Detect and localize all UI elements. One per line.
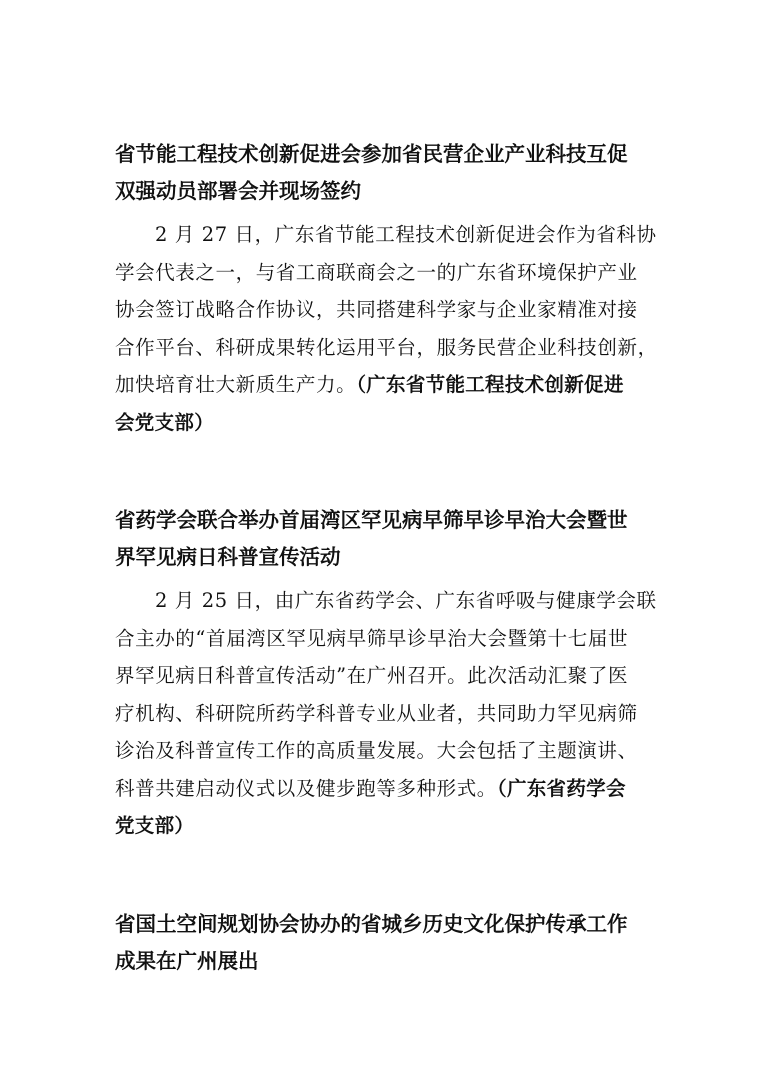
- article-1-body-line: 学会代表之一，与省工商联商会之一的广东省环境保护产业: [115, 260, 638, 284]
- article-1-body-line: [115, 366, 665, 404]
- article-2-body-line: 合主办的“首届湾区罕见病早筛早诊早治大会暨第十七届世: [115, 626, 629, 650]
- article-2-body-line: [115, 770, 665, 808]
- article-1-body-text: 加快培育壮大新质生产力。: [115, 373, 357, 396]
- article-2-body-text: 科普共建启动仪式以及健步跑等多种形式。: [115, 776, 497, 800]
- article-2-title-line: 界罕见病日科普宣传活动: [115, 545, 341, 569]
- article-1-source: （广东省节能工程技术创新促进: [356, 373, 624, 396]
- article-2-source: （广东省药学会: [496, 776, 626, 800]
- article-2-source-line: 党支部）: [115, 814, 195, 837]
- article-3-title: [115, 906, 660, 980]
- article-1-body: [115, 216, 665, 441]
- article-3-title-line: 省国土空间规划协会协办的省城乡历史文化保护传承工作: [115, 912, 628, 936]
- article-2-body-line: 诊治及科普宣传工作的高质量发展。大会包括了主题演讲、: [115, 739, 638, 762]
- article-1-title-line: 省节能工程技术创新促进会参加省民营企业产业科技互促: [115, 142, 628, 166]
- article-1-source-line: 会党支部）: [115, 410, 215, 434]
- article-2-body-line: 2 月 25 日，由广东省药学会、广东省呼吸与健康学会联: [155, 589, 657, 612]
- article-1-body-line: 合作平台、科研成果转化运用平台，服务民营企业科技创新，: [115, 335, 658, 359]
- article-2-body-line: 疗机构、科研院所药学科普专业从业者，共同助力罕见病筛: [115, 701, 638, 725]
- article-1-body-line: 协会签订战略合作协议，共同搭建科学家与企业家精准对接: [115, 298, 638, 321]
- article-3-title-line: 成果在广州展出: [115, 949, 259, 973]
- article-2-body-line: 界罕见病日科普宣传活动”在广州召开。此次活动汇聚了医: [115, 664, 629, 687]
- article-2-body: [115, 582, 665, 845]
- article-1-title: [115, 136, 660, 210]
- article-1-body-line: 2 月 27 日，广东省节能工程技术创新促进会作为省科协: [155, 223, 657, 246]
- article-1-title-line: 双强动员部署会并现场签约: [115, 179, 361, 203]
- article-2-title: [115, 502, 660, 576]
- article-2-title-line: 省药学会联合举办首届湾区罕见病早筛早诊早治大会暨世: [115, 508, 628, 532]
